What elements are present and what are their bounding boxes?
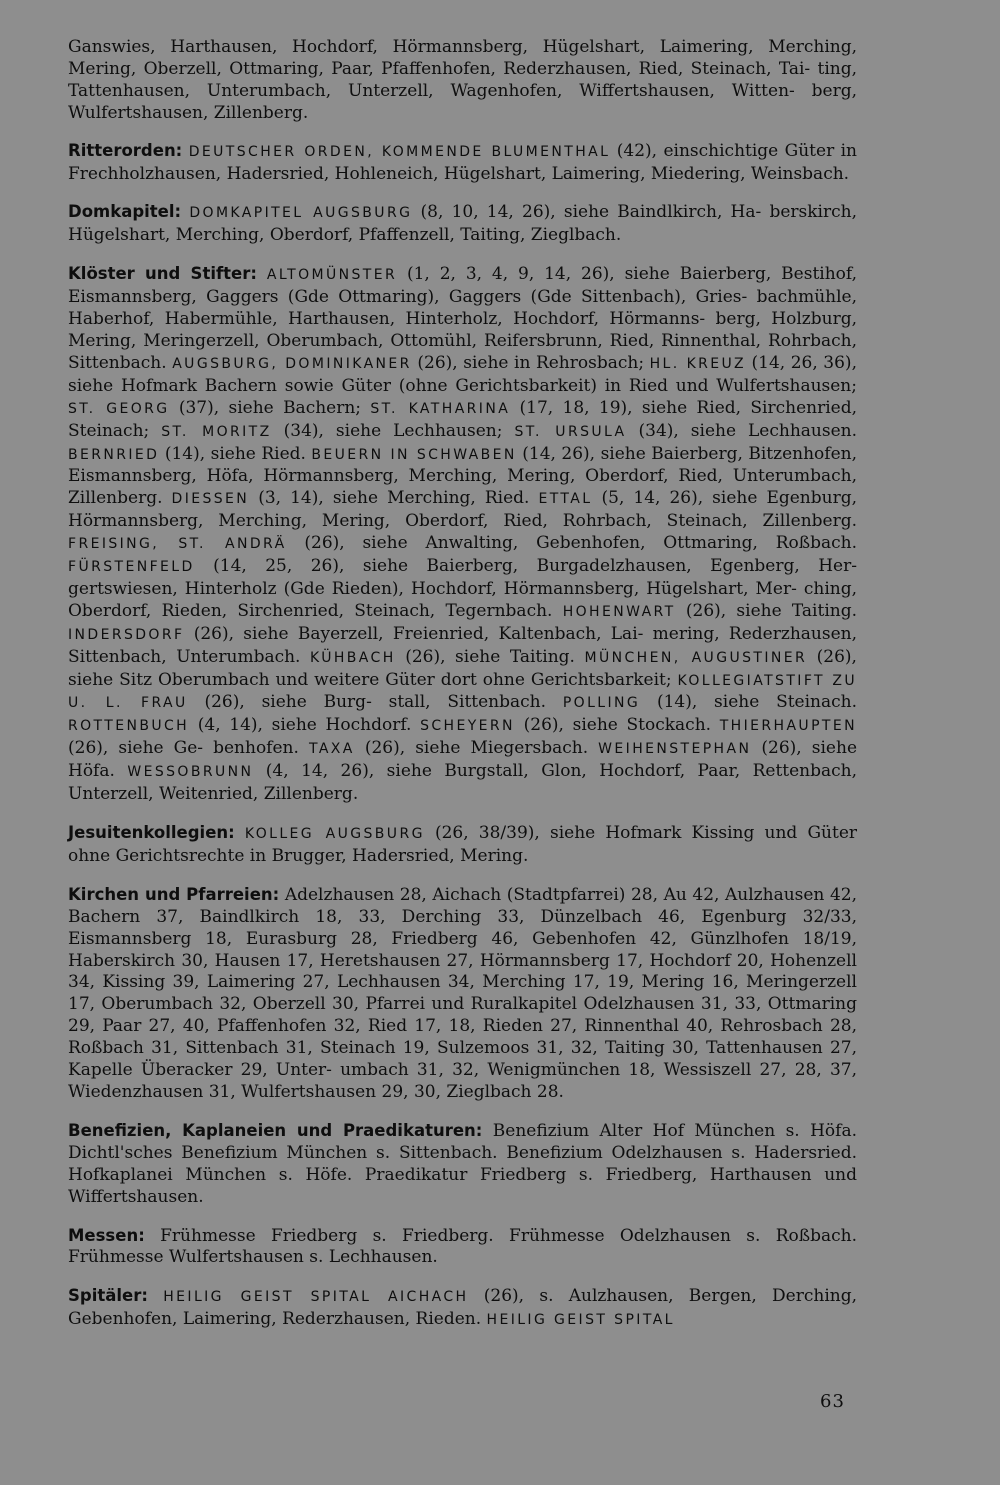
kirchen-paragraph	[68, 884, 857, 1104]
spitaeler-institution-2: HEILIG GEIST SPITAL	[486, 1312, 675, 1329]
institution-name: KOLLEGIATSTIFT ZU U. L. FRAU	[68, 672, 857, 712]
messen-heading: Messen:	[68, 1225, 145, 1245]
entry-text: (4, 14), siehe Hochdorf.	[189, 715, 421, 736]
institution-name: ST. URSULA	[514, 423, 627, 440]
institution-name: THIERHAUPTEN	[719, 718, 857, 735]
messen-paragraph	[68, 1225, 857, 1270]
benefizien-text: Benefizium Alter Hof München s. Höfa. Dichtl'sches Benefizium München s. Sittenbach. Benefizium Odelzhausen s. Hadersried. Hofkaplanei München s. Höfe. Praedikatur Friedberg s. Friedberg, Harthausen und Wiffertshausen.	[68, 1120, 857, 1207]
institution-name: INDERSDORF	[68, 626, 185, 643]
kirchen-heading: Kirchen und Pfarreien:	[68, 884, 280, 904]
entry-text: (26), siehe Burg- stall, Sittenbach.	[187, 692, 563, 713]
institution-name: ST. GEORG	[68, 400, 170, 417]
entry-text: (26), siehe Sitz Oberumbach und weitere Güter dort ohne Gerichtsbarkeit;	[68, 646, 857, 690]
jesuiten-heading: Jesuitenkollegien:	[68, 823, 235, 842]
ritterorden-text: (42), einschichtige Güter in Frechholzhausen, Hadersried, Hohleneich, Hügelshart, Laimering, Miedering, Weinsbach.	[68, 140, 857, 184]
institution-name: ETTAL	[538, 491, 593, 508]
institution-name: BERNRIED	[68, 446, 160, 463]
institution-name: FÜRSTENFELD	[68, 559, 195, 576]
entry-text: (34), siehe Lechhausen;	[271, 420, 515, 441]
jesuiten-paragraph	[68, 822, 857, 868]
entry-text: (26), siehe Anwalting, Gebenhofen, Ottmaring, Roßbach.	[286, 533, 857, 554]
spitaeler-heading: Spitäler:	[68, 1286, 148, 1306]
institution-name: ST. KATHARINA	[370, 400, 511, 417]
domkapitel-institution: DOMKAPITEL AUGSBURG	[189, 205, 413, 222]
domkapitel-heading: Domkapitel:	[68, 202, 182, 222]
benefizien-heading: Benefizien, Kaplaneien und Praedikaturen:	[68, 1120, 483, 1140]
entry-text: (14), siehe Ried.	[159, 443, 312, 464]
jesuiten-text: (26, 38/39), siehe Hofmark Kissing und Güter ohne Gerichtsrechte in Brugger, Hadersried, Mering.	[68, 823, 858, 866]
ritterorden-paragraph	[68, 140, 857, 186]
spitaeler-institution: HEILIG GEIST SPITAL AICHACH	[163, 1289, 469, 1306]
entry-text: (26), siehe Miegersbach.	[354, 738, 599, 759]
entry-text: (4, 14, 26), siehe Burgstall, Glon, Hochdorf, Paar, Rettenbach, Unterzell, Weitenried, Zillenberg.	[68, 761, 858, 805]
domkapitel-paragraph	[68, 201, 857, 247]
ritterorden-institution: DEUTSCHER ORDEN, KOMMENDE BLUMENTHAL	[188, 143, 611, 160]
kloester-paragraph	[68, 263, 857, 806]
entry-text: (26), siehe Bayerzell, Freienried, Kaltenbach, Lai- mering, Rederzhausen, Sittenbach, Unterumbach.	[68, 623, 857, 667]
institution-name: MÜNCHEN, AUGUSTINER	[584, 649, 808, 666]
entry-text: (5, 14, 26), siehe Egenburg, Hörmannsberg, Merching, Mering, Oberdorf, Ried, Rohrbach, Steinach, Zillenberg.	[68, 488, 857, 532]
institution-name: ST. MORITZ	[161, 423, 272, 440]
entry-text: (26), siehe Taiting.	[675, 600, 857, 621]
entry-text: (26), siehe in Rehrosbach;	[411, 352, 650, 373]
intro-text: Ganswies, Harthausen, Hochdorf, Hörmannsberg, Hügelshart, Laimering, Merching, Mering, Oberzell, Ottmaring, Paar, Pfaffenhofen, Rederzhausen, Ried, Steinach, Tai- ting, Tattenhausen, Unterumbach, Unterzell, Wagenhofen, Wiffertshausen, Witten- berg, Wulfertshausen, Zillenberg.	[68, 37, 857, 123]
institution-name: KÜHBACH	[310, 649, 396, 666]
institution-name: WESSOBRUNN	[127, 764, 254, 781]
entry-text: (1, 2, 3, 4, 9, 14, 26), siehe Baierberg, Bestihof, Eismannsberg, Gaggers (Gde Ottmaring), Gaggers (Gde Sittenbach), Gries- bachmühle, Haberhof, Habermühle, Harthausen, Hinterholz, Hochdorf, Hörmanns- berg, Holzburg, Mering, Meringerzell, Oberumbach, Ottomühl, Reifersbrunn, Ried, Rinnenthal, Rohrbach, Sittenbach.	[68, 264, 857, 373]
institution-name: FREISING, ST. ANDRÄ	[68, 536, 287, 553]
domkapitel-text: (8, 10, 14, 26), siehe Baindlkirch, Ha- berskirch, Hügelshart, Merching, Oberdorf, Pfaffenzell, Taiting, Zieglbach.	[68, 202, 857, 246]
institution-name: HOHENWART	[562, 603, 676, 620]
entry-text: (26), siehe Ge- benhofen.	[68, 738, 309, 759]
benefizien-paragraph	[68, 1120, 857, 1209]
kloester-heading: Klöster und Stifter:	[68, 264, 257, 284]
institution-name: POLLING	[562, 695, 641, 712]
entry-text: (14, 26), siehe Baierberg, Bitzenhofen, Eismannsberg, Höfa, Hörmannsberg, Merching, Mering, Oberdorf, Ried, Unterumbach, Zillenberg.	[68, 443, 857, 509]
ritterorden-heading: Ritterorden:	[68, 140, 183, 160]
jesuiten-institution: KOLLEG AUGSBURG	[244, 826, 425, 842]
entry-text: (26), siehe Taiting.	[395, 646, 585, 667]
entry-text: (26), siehe Stockach.	[514, 715, 720, 736]
entry-text: (14, 25, 26), siehe Baierberg, Burgadelzhausen, Egenberg, Her- gertswiesen, Hinterholz (Gde Rieden), Hochdorf, Hörmannsberg, Hügelshart, Mer- ching, Oberdorf, Rieden, Sirchenried, Steinach, Tegernbach.	[68, 556, 857, 621]
entry-text: (14), siehe Steinach.	[640, 692, 858, 713]
messen-text: Frühmesse Friedberg s. Friedberg. Frühmesse Odelzhausen s. Roßbach. Frühmesse Wulfertshausen s. Lechhausen.	[68, 1225, 857, 1268]
page-number: 63	[820, 1391, 845, 1412]
entry-text: (14, 26, 36), siehe Hofmark Bachern sowie Güter (ohne Gerichtsbarkeit) in Ried und Wulfertshausen;	[68, 352, 857, 396]
institution-name: DIESSEN	[171, 491, 250, 508]
institution-name: BEUERN IN SCHWABEN	[311, 446, 517, 463]
institution-name: SCHEYERN	[420, 718, 515, 735]
entry-text: (17, 18, 19), siehe Ried, Sirchenried, Steinach;	[68, 397, 858, 441]
spitaeler-text: (26), s. Aulzhausen, Bergen, Derching, Gebenhofen, Laimering, Rederzhausen, Rieden.	[68, 1286, 858, 1330]
kirchen-text: Adelzhausen 28, Aichach (Stadtpfarrei) 28, Au 42, Aulzhausen 42, Bachern 37, Baindlkirch 18, 33, Derching 33, Dünzelbach 46, Egenburg 32/33, Eismannsberg 18, Eurasburg 28, Friedberg 46, Gebenhofen 42, Günzlhofen 18/19, Haberskirch 30, Hausen 17, Heretshausen 27, Hörmannsberg 17, Hochdorf 20, Hohenzell 34, Kissing 39, Laimering 27, Lechhausen 34, Merching 17, 19, Mering 16, Meringerzell 17, Oberumbach 32, Oberzell 30, Pfarrei und Ruralkapitel Odelzhausen 31, 33, Ottmaring 29, Paar 27, 40, Pfaffenhofen 32, Ried 17, 18, Rieden 27, Rinnenthal 40, Rehrosbach 28, Roßbach 31, Sittenbach 31, Steinach 19, Sulzemoos 31, 32, Taiting 30, Tattenhausen 27, Kapelle Überacker 29, Unter- umbach 31, 32, Wenigmünchen 18, Wessiszell 27, 28, 37, Wiedenzhausen 31, Wulfertshausen 29, 30, Zieglbach 28.	[68, 884, 857, 1102]
institution-name: ROTTENBUCH	[68, 718, 190, 735]
institution-name: AUGSBURG, DOMINIKANER	[172, 355, 412, 372]
entry-text: (26), siehe Höfa.	[68, 738, 858, 782]
institution-name: TAXA	[308, 741, 355, 758]
institution-name: WEIHENSTEPHAN	[598, 741, 752, 758]
entry-text: (34), siehe Lechhausen.	[626, 420, 858, 441]
institution-name: HL. KREUZ	[649, 355, 746, 372]
spitaeler-paragraph	[68, 1285, 857, 1332]
institution-name: ALTOMÜNSTER	[266, 267, 398, 284]
intro-paragraph	[68, 37, 857, 125]
entry-text: (3, 14), siehe Merching, Ried.	[249, 488, 539, 509]
entry-text: (37), siehe Bachern;	[169, 397, 371, 418]
